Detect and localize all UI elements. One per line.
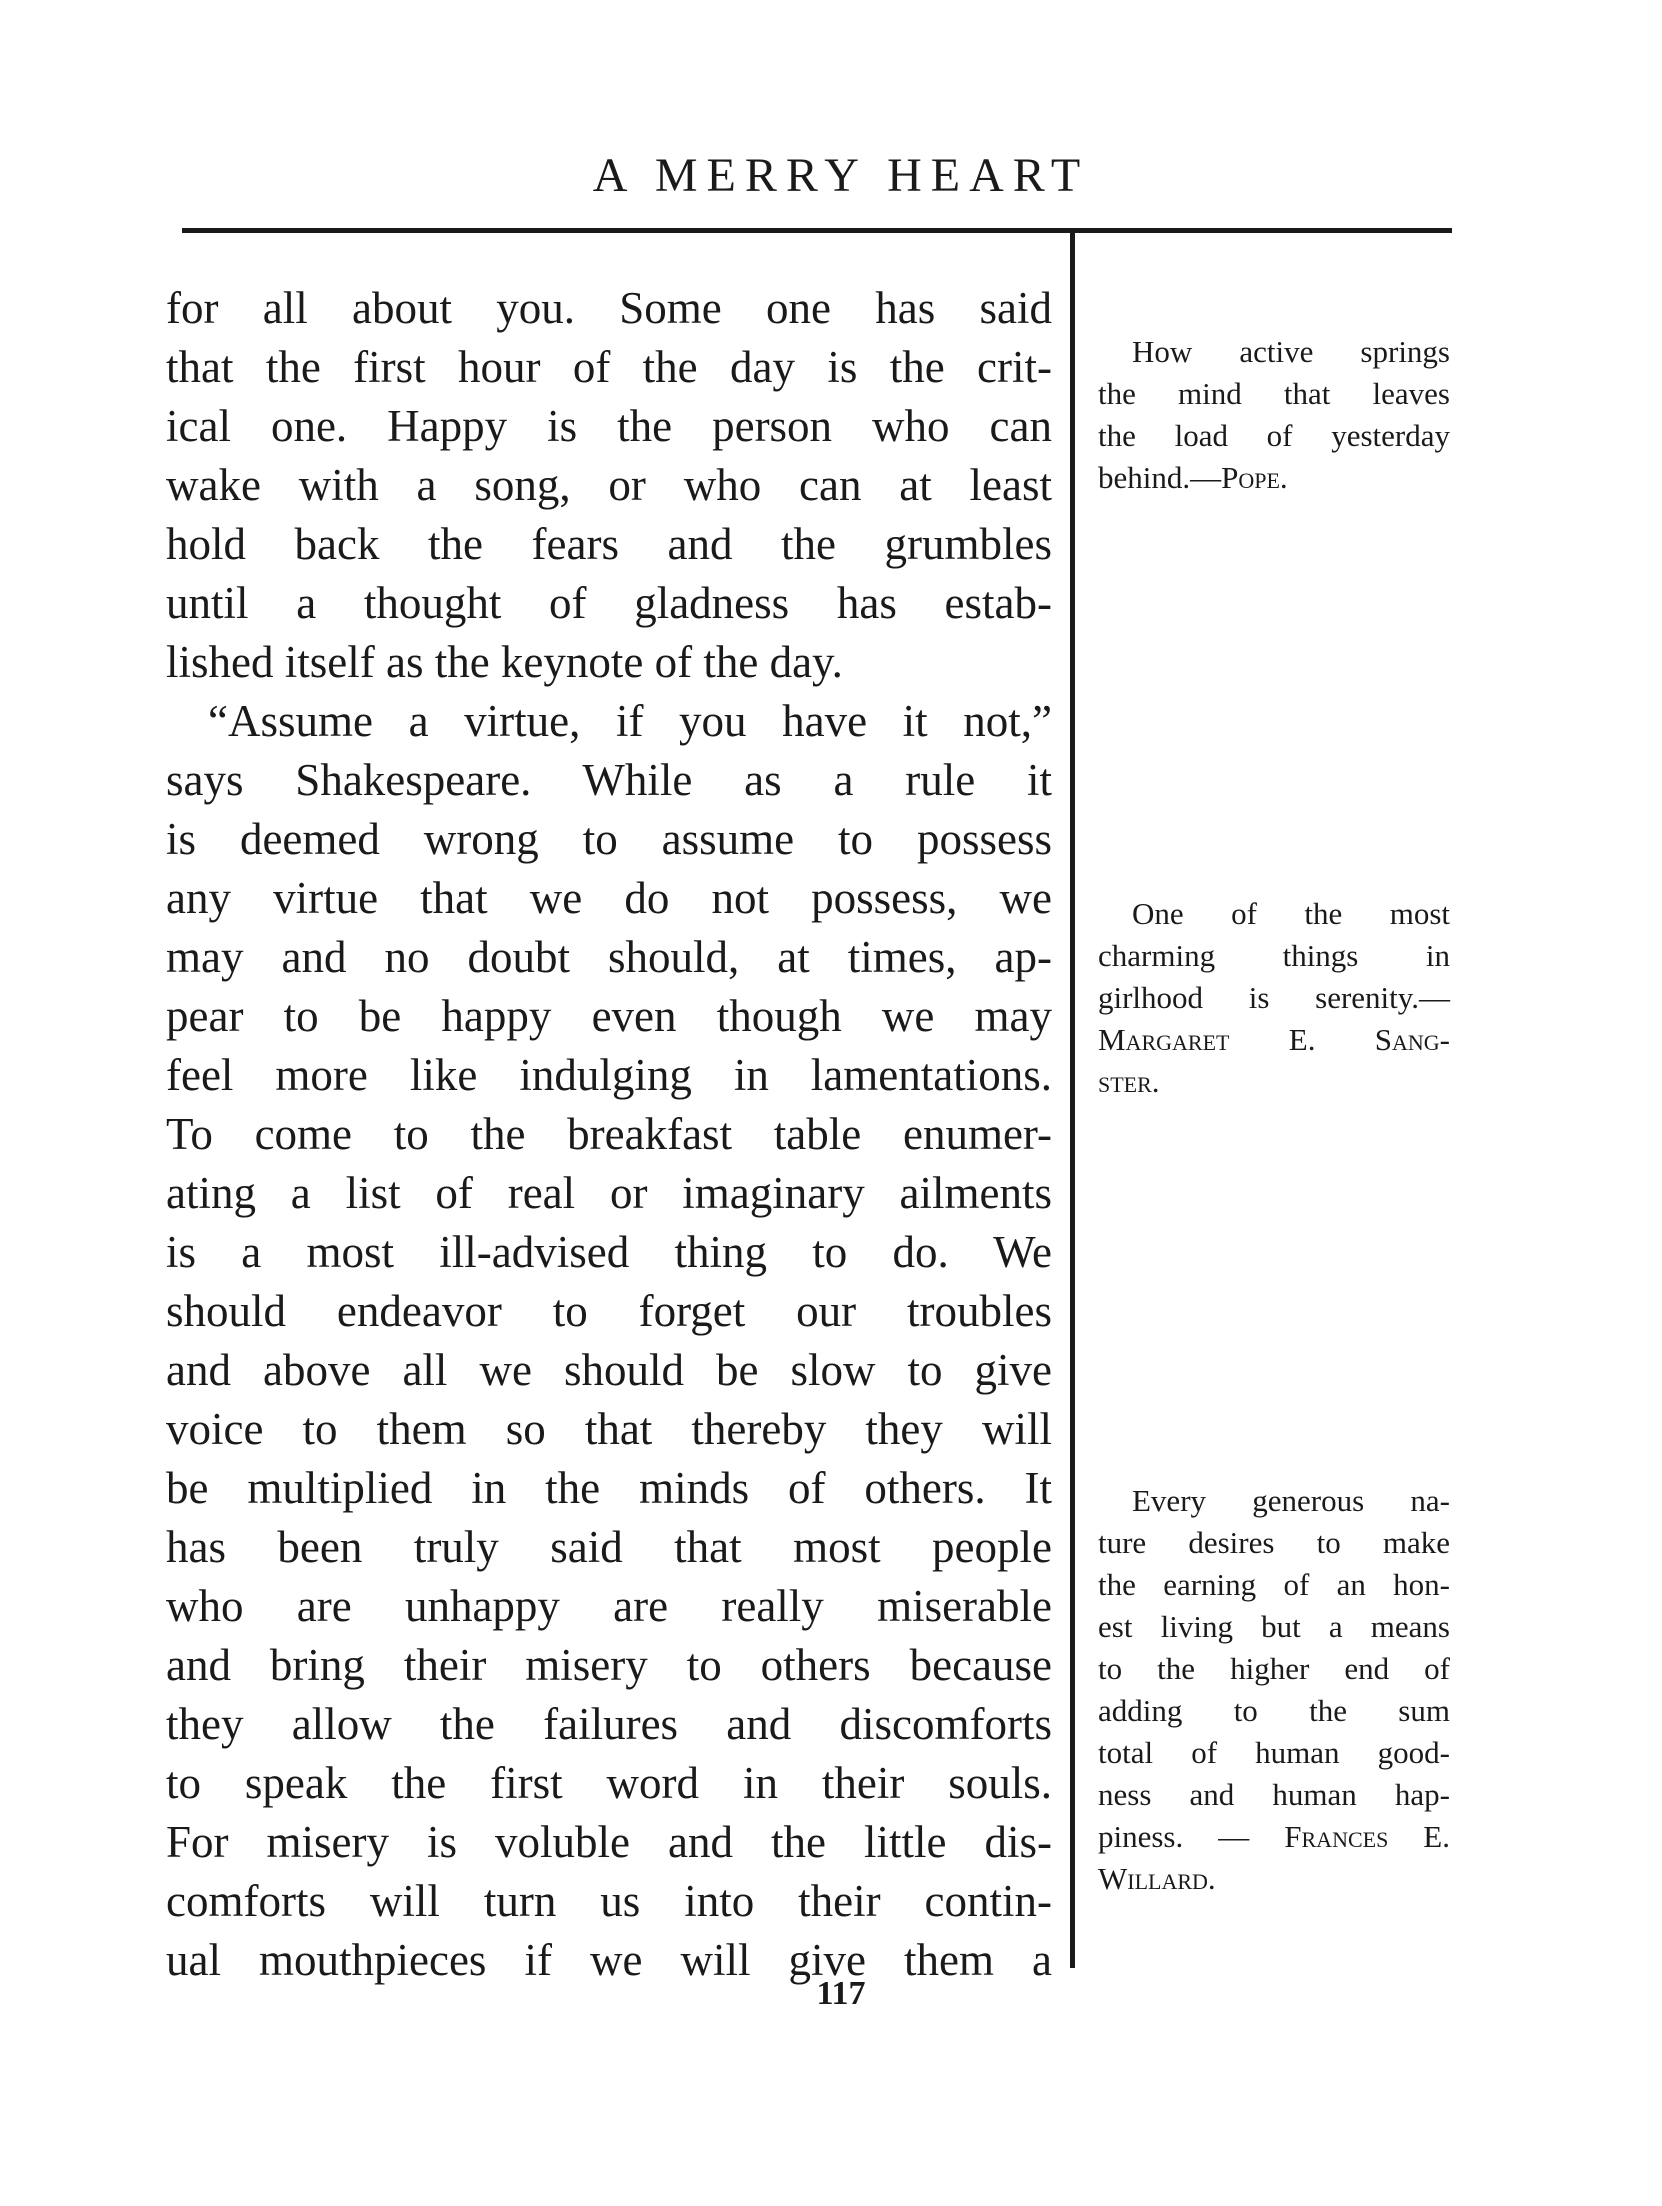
text-line: is a most ill-advised thing to do. We [166, 1227, 1052, 1277]
note-line: the mind that leaves [1098, 376, 1450, 411]
note-text: behind.— [1098, 460, 1222, 495]
header-rule [182, 228, 1452, 233]
note-line: est living but a means [1098, 1609, 1450, 1644]
text-line: and bring their misery to others because [166, 1640, 1052, 1690]
text-line: hold back the fears and the grumbles [166, 519, 1052, 569]
main-text-column [166, 279, 1052, 1990]
text-line: for all about you. Some one has said [166, 283, 1052, 333]
text-line: and above all we should be slow to give [166, 1345, 1052, 1395]
note-line: ture desires to make [1098, 1525, 1450, 1560]
text-line: voice to them so that thereby they will [166, 1404, 1052, 1454]
quote-author: Margaret E. Sang- [1098, 1022, 1450, 1057]
text-line: they allow the failures and discomforts [166, 1699, 1052, 1749]
note-line: to the higher end of [1098, 1651, 1450, 1686]
note-line: adding to the sum [1098, 1693, 1450, 1728]
quote-author: Willard. [1098, 1861, 1216, 1896]
text-line: ical one. Happy is the person who can [166, 401, 1052, 451]
page-number: 117 [816, 1975, 866, 2012]
note-line: ness and human hap- [1098, 1777, 1450, 1812]
text-line: any virtue that we do not possess, we [166, 873, 1052, 923]
quote-author: ster. [1098, 1064, 1160, 1099]
text-line: wake with a song, or who can at least [166, 460, 1052, 510]
note-line [1098, 457, 1450, 499]
text-line: be multiplied in the minds of others. It [166, 1463, 1052, 1513]
text-line: “Assume a virtue, if you have it not,” [208, 696, 1052, 746]
note-line: total of human good- [1098, 1735, 1450, 1770]
text-line: says Shakespeare. While as a rule it [166, 755, 1052, 805]
note-line: girlhood is serenity.— [1098, 980, 1450, 1015]
text-line: is deemed wrong to assume to possess [166, 814, 1052, 864]
note-text: piness. — [1098, 1819, 1285, 1854]
text-line: that the first hour of the day is the crit- [166, 342, 1052, 392]
text-line: to speak the first word in their souls. [166, 1758, 1052, 1808]
text-line: ating a list of real or imaginary ailments [166, 1168, 1052, 1218]
quote-author: Frances E. [1284, 1819, 1450, 1854]
column-divider [1070, 233, 1075, 1968]
text-line: has been truly said that most people [166, 1522, 1052, 1572]
note-line: the earning of an hon- [1098, 1567, 1450, 1602]
note-line: Every generous na- [1132, 1483, 1450, 1518]
text-line: To come to the breakfast table enumer- [166, 1109, 1052, 1159]
text-line: pear to be happy even though we may [166, 991, 1052, 1041]
note-line: One of the most [1132, 896, 1450, 931]
text-line: For misery is voluble and the little dis- [166, 1817, 1052, 1867]
text-line: should endeavor to forget our troubles [166, 1286, 1052, 1336]
text-line: who are unhappy are really miserable [166, 1581, 1052, 1631]
quote-author: Pope. [1221, 460, 1288, 495]
text-line: may and no doubt should, at times, ap- [166, 932, 1052, 982]
text-line: ual mouthpieces if we will give them a [166, 1935, 1052, 1985]
note-line [1098, 1816, 1450, 1858]
note-line: How active springs [1132, 334, 1450, 369]
text-line: until a thought of gladness has estab- [166, 578, 1052, 628]
margin-quote-willard [1098, 1480, 1450, 1900]
note-line: charming things in [1098, 938, 1450, 973]
text-line: lished itself as the keynote of the day. [166, 637, 843, 687]
text-line: feel more like indulging in lamentations. [166, 1050, 1052, 1100]
note-line: the load of yesterday [1098, 418, 1450, 453]
margin-quote-sangster [1098, 893, 1450, 1103]
margin-quote-pope [1098, 331, 1450, 499]
text-line: comforts will turn us into their contin- [166, 1876, 1052, 1926]
running-head: A MERRY HEART [592, 149, 1090, 202]
